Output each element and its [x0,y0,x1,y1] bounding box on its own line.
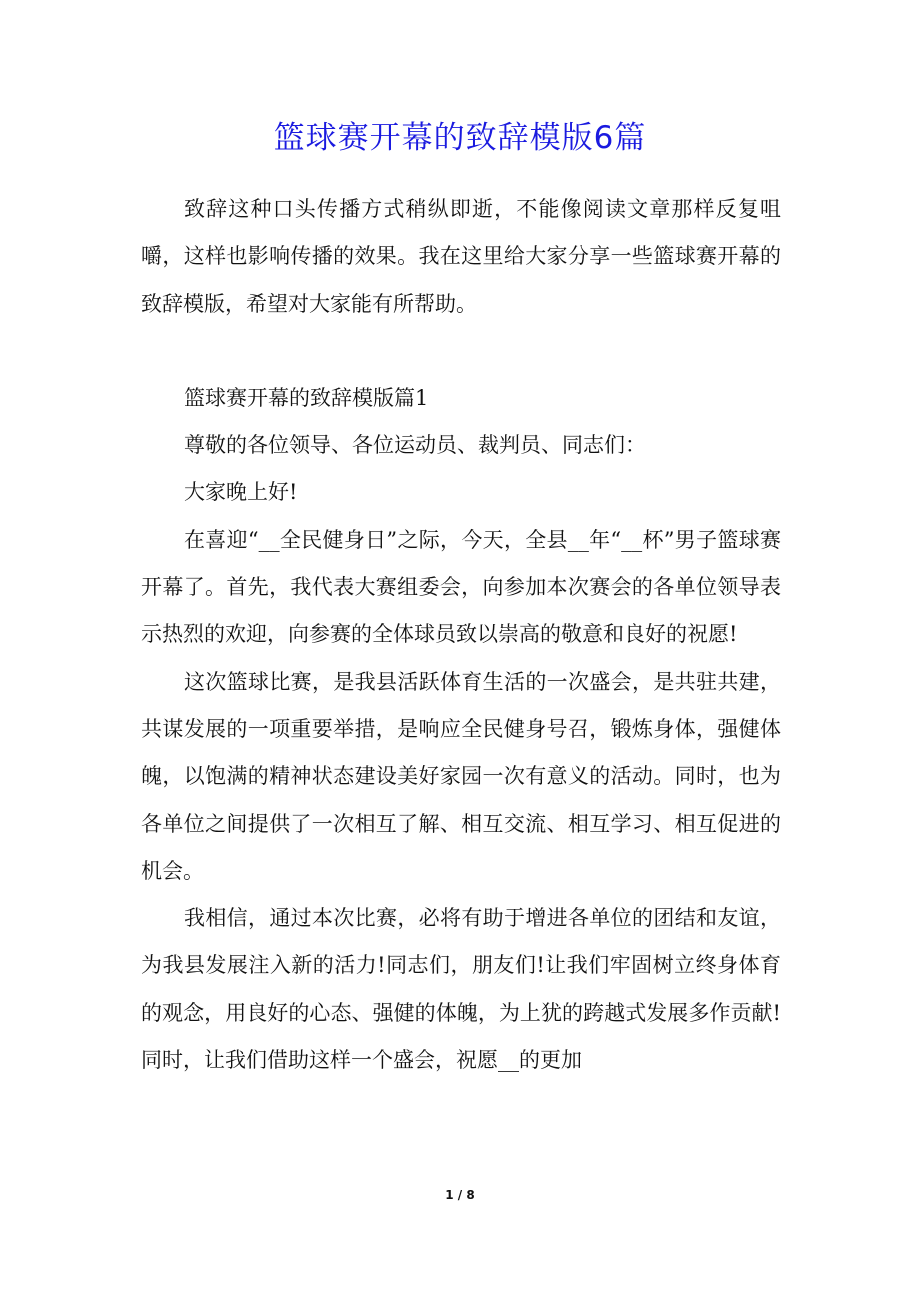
spacer [141,328,781,375]
greeting: 大家晚上好! [184,480,298,505]
section-heading: 篮球赛开幕的致辞模版篇1 [184,385,429,410]
body-paragraph: 我相信，通过本次比赛，必将有助于增进各单位的团结和友谊，为我县发展注入新的活力!同志们，朋友们!让我们牢固树立终身体育的观念，用良好的心态、强健的体魄，为上犹的跨越式发展多作贡献!同时，让我们借助这样一个盛会，祝愿__的更加 [141,906,781,1073]
salutation: 尊敬的各位领导、各位运动员、裁判员、同志们： [184,433,646,458]
page-indicator: 1 / 8 [445,1188,475,1202]
body-paragraph: 这次篮球比赛，是我县活跃体育生活的一次盛会，是共驻共建，共谋发展的一项重要举措，是响应全民健身号召，锻炼身体，强健体魄，以饱满的精神状态建设美好家园一次有意义的活动。同时，也为各单位之间提供了一次相互了解、相互交流、相互学习、相互促进的机会。 [141,669,781,883]
intro-paragraph: 致辞这种口头传播方式稍纵即逝，不能像阅读文章那样反复咀嚼，这样也影响传播的效果。我在这里给大家分享一些篮球赛开幕的致辞模版，希望对大家能有所帮助。 [141,197,781,316]
document-body [141,186,781,1084]
body-paragraph: 在喜迎“__全民健身日”之际，今天，全县__年“__杯”男子篮球赛开幕了。首先，我代表大赛组委会，向参加本次赛会的各单位领导表示热烈的欢迎，向参赛的全体球员致以崇高的敬意和良好的祝愿! [141,527,781,647]
document-title: 篮球赛开幕的致辞模版6篇 [273,120,647,156]
